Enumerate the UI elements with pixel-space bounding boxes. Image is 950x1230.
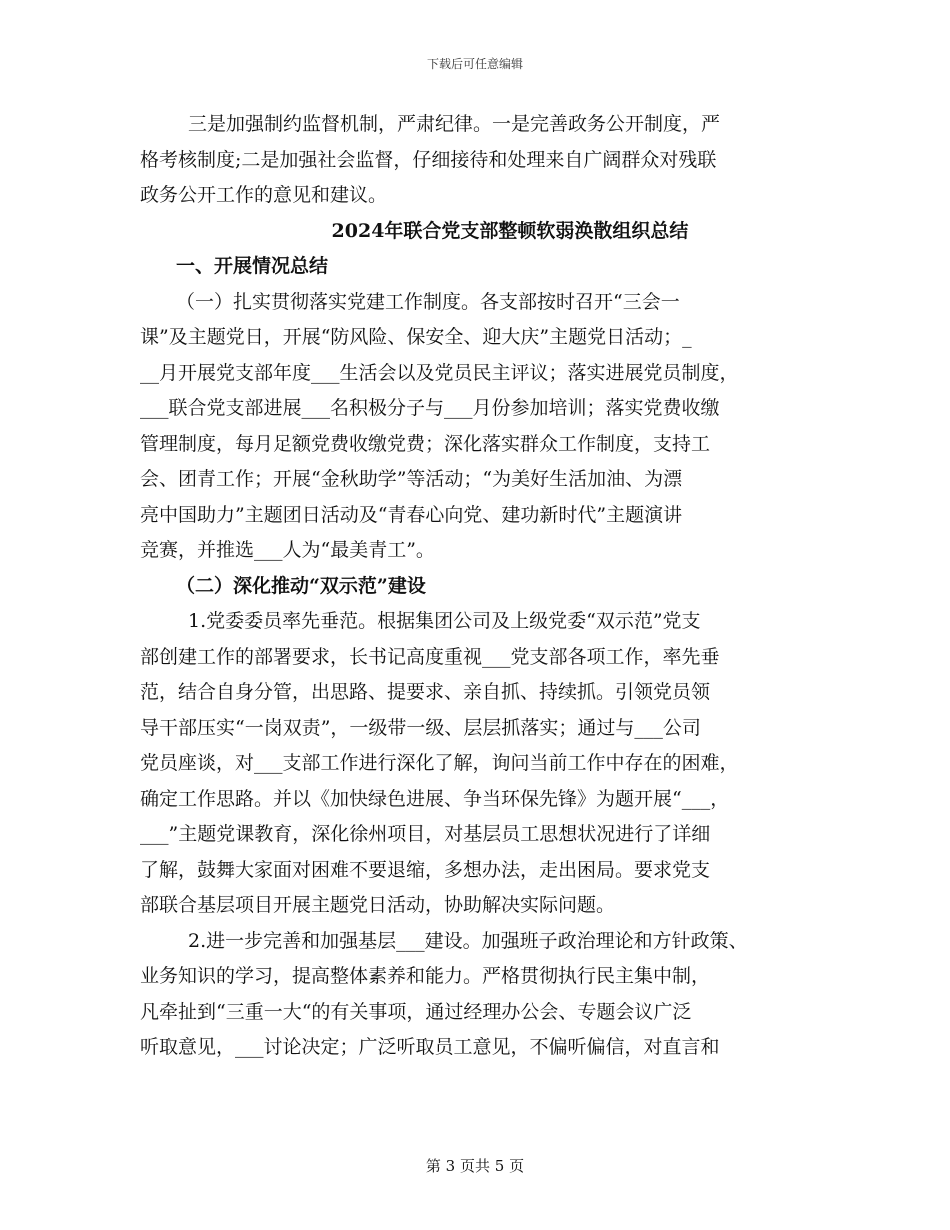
text-line: 2.进一步完善和加强基层___建设。加强班子政治理论和方针政策、 — [188, 929, 748, 952]
text-line: 了解，鼓舞大家面对困难不要退缩，多想办法，走出困局。要求党支 — [140, 858, 711, 881]
text-line: 凡牵扯到“三重一大“的有关事项，通过经理办公会、专题会议广泛 — [140, 1000, 692, 1023]
text-line: 亮中国助力”主题团日活动及“青春心向党、建功新时代”主题演讲 — [140, 503, 683, 526]
text-line: 听取意见，___讨论决定；广泛听取员工意见，不偏听偏信，对直言和 — [140, 1036, 720, 1058]
text-line: 部联合基层项目开展主题党日活动，协助解决实际问题。 — [140, 894, 616, 916]
text-line: 确定工作思路。并以《加快绿色进展、争当环保先锋》为题开展“___， — [140, 787, 730, 810]
text-line: 业务知识的学习，提高整体素养和能力。严格贯彻执行民主集中制， — [140, 965, 711, 987]
document-body — [140, 107, 830, 1066]
text-line: 管理制度，每月足额党费收缴党费；深化落实群众工作制度，支持工 — [140, 432, 711, 455]
text-line: （一）扎实贯彻落实党建工作制度。各支部按时召开“三会一 — [176, 290, 680, 313]
section-heading: 一、开展情况总结 — [176, 255, 329, 277]
text-line: 三是加强制约监督机制，严肃纪律。一是完善政务公开制度，严 — [188, 113, 721, 135]
document-title: 2024年联合党支部整顿软弱涣散组织总结 — [331, 219, 689, 242]
page-number-footer: 第 3 页共 5 页 — [425, 1157, 525, 1175]
text-line: 竞赛，并推选___人为“最美青工”。 — [140, 539, 435, 561]
text-line: 政务公开工作的意见和建议。 — [140, 184, 388, 206]
text-line: 党员座谈，对___支部工作进行深化了解，询问当前工作中存在的困难， — [140, 752, 739, 774]
text-line: ___”主题党课教育，深化徐州项目，对基层员工思想状况进行了详细 — [140, 823, 711, 845]
text-line: __月开展党支部年度___生活会以及党员民主评议；落实进展党员制度， — [140, 361, 739, 384]
text-line: 课”及主题党日，开展“防风险、保安全、迎大庆”主题党日活动；_ — [140, 326, 692, 348]
section-heading: （二）深化推动“双示范”建设 — [176, 574, 426, 597]
text-line: 范，结合自身分管，出思路、提要求、亲自抓、持续抓。引领党员领 — [140, 681, 711, 703]
text-line: 1.党委委员率先垂范。根据集团公司及上级党委“双示范”党支 — [188, 610, 701, 632]
page-header-note: 下载后可任意编辑 — [426, 57, 523, 71]
text-line: 导干部压实“一岗双责”，一级带一级、层层抓落实；通过与___公司 — [140, 716, 701, 739]
text-line: ___联合党支部进展___名积极分子与___月份参加培训；落实党费收缴 — [140, 397, 720, 419]
text-line: 格考核制度;二是加强社会监督，仔细接待和处理来自广阔群众对残联 — [140, 148, 717, 171]
text-line: 会、团青工作；开展“金秋助学”等活动；“为美好生活加油、为漂 — [140, 468, 683, 490]
text-line: 部创建工作的部署要求，长书记高度重视___党支部各项工作，率先垂 — [140, 645, 720, 668]
